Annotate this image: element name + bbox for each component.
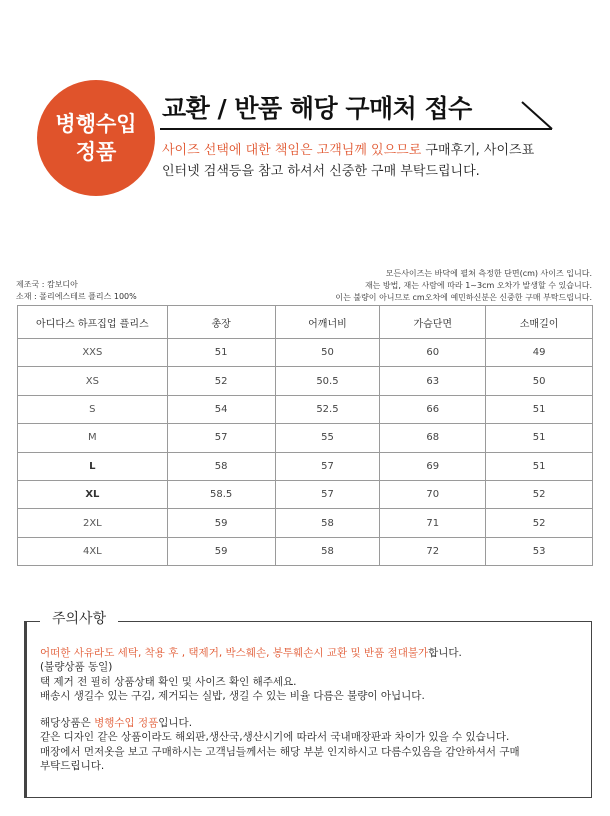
size-label: S — [18, 395, 168, 423]
header-note-1 — [162, 140, 534, 161]
size-label: 2XL — [18, 509, 168, 537]
header-sleeve: 소매길이 — [486, 306, 593, 339]
sleeve-cell: 50 — [486, 367, 593, 395]
badge-line-1: 병행수입 — [55, 112, 137, 136]
caution-line-3: 택 제거 전 필히 상품상태 확인 및 사이즈 확인 해주세요. — [40, 675, 297, 688]
table-row — [18, 395, 593, 423]
shoulder-cell: 50 — [275, 339, 380, 367]
header-shoulder: 어깨너비 — [275, 306, 380, 339]
caution-line-1-rest: 합니다. — [428, 647, 462, 659]
length-cell: 51 — [167, 339, 275, 367]
shoulder-cell: 57 — [275, 480, 380, 508]
table-row — [18, 339, 593, 367]
caution-line-5-accent: 병행수입 정품 — [94, 717, 159, 730]
table-row — [18, 509, 593, 537]
length-cell: 57 — [167, 424, 275, 452]
length-cell: 59 — [167, 509, 275, 537]
header-product: 아디다스 하프집업 플리스 — [18, 306, 168, 339]
table-row — [18, 480, 593, 508]
length-cell: 54 — [167, 395, 275, 423]
chest-cell: 60 — [380, 339, 486, 367]
shoulder-cell: 58 — [275, 509, 380, 537]
table-row — [18, 367, 593, 395]
length-cell: 59 — [167, 537, 275, 565]
size-label: XXS — [18, 339, 168, 367]
caution-spacer — [40, 703, 520, 716]
size-table-header-row — [18, 306, 593, 339]
measurement-note-3: 이는 불량이 아니므로 cm오차에 예민하신분은 신중한 구매 부탁드립니다. — [335, 293, 592, 302]
shoulder-cell: 50.5 — [275, 367, 380, 395]
caution-line-5 — [40, 716, 520, 730]
caution-line-6: 같은 디자인 같은 상품이라도 해외판,생산국,생산시기에 따라서 국내매장판과 차이가 있을 수 있습니다. — [40, 731, 510, 744]
caution-text — [40, 646, 520, 773]
measurement-note-1: 모든사이즈는 바닥에 펼쳐 측정한 단면(cm) 사이즈 입니다. — [385, 269, 592, 278]
sleeve-cell: 49 — [486, 339, 593, 367]
caution-line-7: 매장에서 먼저옷을 보고 구매하시는 고객님들께서는 해당 부분 인지하시고 다름수있음을 감안하셔서 구매 — [40, 745, 520, 758]
sleeve-cell: 51 — [486, 395, 593, 423]
length-cell: 58 — [167, 452, 275, 480]
sleeve-cell: 53 — [486, 537, 593, 565]
size-label: XL — [18, 480, 168, 508]
badge-line-2: 정품 — [75, 140, 117, 164]
shoulder-cell: 57 — [275, 452, 380, 480]
sleeve-cell: 51 — [486, 424, 593, 452]
chest-cell: 70 — [380, 480, 486, 508]
measurement-note-2: 재는 방법, 재는 사람에 따라 1~3cm 오차가 발생할 수 있습니다. — [364, 281, 592, 290]
chest-cell: 68 — [380, 424, 486, 452]
table-row — [18, 452, 593, 480]
caution-line-1 — [40, 646, 520, 660]
sleeve-cell: 52 — [486, 480, 593, 508]
chest-cell: 71 — [380, 509, 486, 537]
chest-cell: 63 — [380, 367, 486, 395]
sleeve-cell: 52 — [486, 509, 593, 537]
header-note-1-accent: 사이즈 선택에 대한 책임은 고객님께 있으므로 — [162, 143, 422, 158]
header-notes — [162, 140, 534, 182]
size-table — [17, 305, 593, 566]
caution-line-4: 배송시 생길수 있는 구김, 제거되는 실밥, 생길 수 있는 비율 다름은 불량이 아닙니다. — [40, 689, 425, 702]
title-underline — [160, 128, 552, 130]
caution-heading: 주의사항 — [40, 608, 118, 628]
title-arrow-icon — [520, 100, 556, 132]
header-length: 총장 — [167, 306, 275, 339]
size-label: M — [18, 424, 168, 452]
shoulder-cell: 55 — [275, 424, 380, 452]
shoulder-cell: 52.5 — [275, 395, 380, 423]
size-label: L — [18, 452, 168, 480]
header-chest: 가슴단면 — [380, 306, 486, 339]
table-row — [18, 424, 593, 452]
measurement-notes — [335, 268, 592, 304]
genuine-import-badge — [37, 80, 155, 196]
size-label: 4XL — [18, 537, 168, 565]
length-cell: 58.5 — [167, 480, 275, 508]
length-cell: 52 — [167, 367, 275, 395]
page-title: 교환 / 반품 해당 구매처 접수 — [162, 94, 472, 123]
table-row — [18, 537, 593, 565]
material-text: 소재 : 폴리에스테르 플리스 100% — [16, 292, 137, 301]
chest-cell: 72 — [380, 537, 486, 565]
size-label: XS — [18, 367, 168, 395]
caution-line-2: (불량상품 동일) — [40, 661, 113, 674]
chest-cell: 69 — [380, 452, 486, 480]
origin-text: 제조국 : 캄보디아 — [16, 280, 78, 289]
product-meta — [16, 279, 137, 303]
shoulder-cell: 58 — [275, 537, 380, 565]
caution-line-1-accent: 어떠한 사유라도 세탁, 착용 후 , 택제거, 박스훼손, 봉투훼손시 교환 및 반품 절대불가 — [40, 647, 429, 659]
header-note-2: 인터넷 검색등을 참고 하셔서 신중한 구매 부탁드립니다. — [162, 164, 480, 179]
caution-line-5-rest: 입니다. — [158, 717, 193, 730]
caution-line-8: 부탁드립니다. — [40, 760, 105, 773]
header-note-1-rest: 구매후기, 사이즈표 — [421, 143, 535, 158]
chest-cell: 66 — [380, 395, 486, 423]
sleeve-cell: 51 — [486, 452, 593, 480]
caution-line-5-pre: 해당상품은 — [40, 717, 95, 730]
